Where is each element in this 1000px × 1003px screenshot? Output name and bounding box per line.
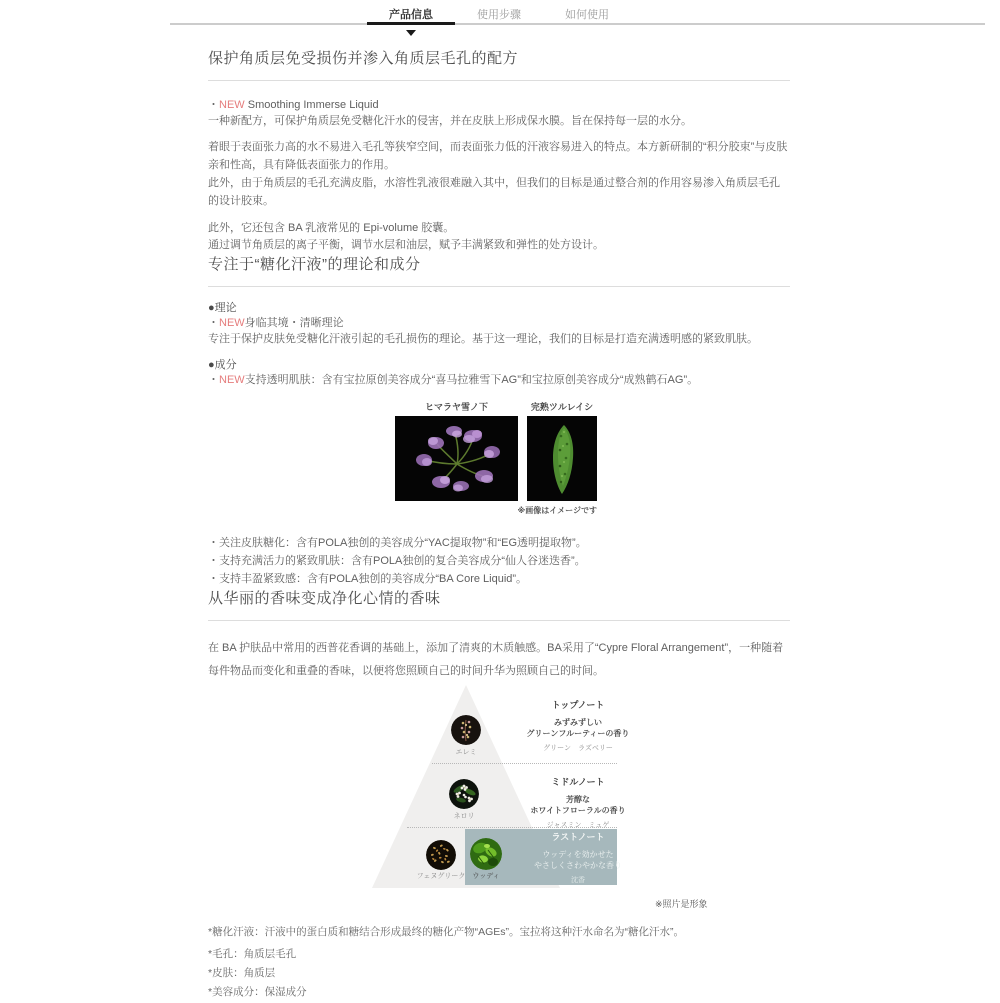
himalaya-yukinoshita-photo <box>395 416 518 501</box>
top-note-line1: みずみずしい <box>554 718 602 727</box>
last-note-materials: 沈香 <box>571 877 585 884</box>
photo-disclaimer-cn: ※照片是形象 <box>655 899 708 909</box>
last-note-line1: ウッディを効かせた <box>542 850 614 859</box>
bullet-mark: ・ <box>208 317 219 329</box>
tab-how-to-use[interactable]: 如何使用 <box>565 9 609 21</box>
photo-block-tsurureishi <box>527 402 597 501</box>
tsurureishi-photo <box>527 416 597 501</box>
formula-paragraph-2b: 此外，由于角质层的毛孔充满皮脂，水溶性乳液很难融入其中，但我们的目标是通过整合剂的作用容易渗入角质层毛孔的设计胶束。 <box>208 177 780 207</box>
footnote-3: *皮肤：角质层 <box>208 967 276 979</box>
new-tag: NEW <box>219 99 245 111</box>
elemi-label: エレミ <box>455 749 477 756</box>
new-tag: NEW <box>219 317 245 329</box>
formula-paragraph-3a: 此外，它还包含 BA 乳液常见的 Epi-volume 胶囊。 <box>208 222 455 234</box>
top-note-line2: グリーンフルーティーの香り <box>526 729 630 738</box>
new-tag: NEW <box>219 374 245 386</box>
ingredient-header: ●成分 <box>208 359 237 371</box>
ingredient-bullet-1: ・关注皮肤糖化：含有POLA独创的美容成分“YAC提取物”和“EG透明提取物”。 <box>208 537 587 549</box>
ingredient-bullet-3: ・支持丰盈紧致感：含有POLA独创的美容成分“BA Core Liquid”。 <box>208 573 528 585</box>
product-tab-bar <box>0 0 1000 42</box>
woody-label: ウッディ <box>472 873 500 880</box>
ingredient-new-text: 支持透明肌肤：含有宝拉原创美容成分“喜马拉雅雪下AG”和宝拉原创美容成分“成熟鹤石AG”。 <box>244 374 699 386</box>
neroli-photo <box>449 779 479 809</box>
tab-divider-line <box>170 23 985 25</box>
photo-label-himalaya: ヒマラヤ雪ノ下 <box>424 402 488 412</box>
section-title-theory: 专注于“糖化汗液”的理论和成分 <box>208 254 790 287</box>
active-tab-underline <box>367 22 455 25</box>
top-note-materials: グリーン ラズベリー <box>543 745 613 752</box>
photo-label-tsurureishi: 完熟ツルレイシ <box>530 402 594 412</box>
ingredient-bullet-2: ・支持充满活力的紧致肌肤：含有POLA独创的复合美容成分“仙人谷迷迭香”。 <box>208 555 586 567</box>
ingredient-new-line <box>208 372 790 388</box>
ingredient-bullets <box>208 534 790 588</box>
fenugreek-photo <box>426 840 456 870</box>
pyramid-divider-top <box>432 763 617 764</box>
photo-disclaimer-jp: ※画像はイメージです <box>517 506 597 515</box>
footnote-1: *糖化汗液：汗液中的蛋白质和糖结合形成最终的糖化产物“AGEs”。宝拉将这种汗水命名为“糖化汗水”。 <box>208 926 684 938</box>
tab-usage-steps[interactable]: 使用步骤 <box>477 9 521 21</box>
scent-body: 在 BA 护肤品中常用的西普花香调的基础上，添加了清爽的木质触感。BA采用了“Cypre Floral Arrangement”，一种随着每件物品而变化和重叠的香味，以便将您照顾自己的时间升华为照顾自己的时间。 <box>208 642 784 677</box>
botanical-photos <box>395 402 790 501</box>
section-title-scent: 从华丽的香味变成净化心情的香味 <box>208 588 790 621</box>
middle-note-line1: 芳醇な <box>566 795 590 804</box>
theory-new-text: 身临其境・清晰理论 <box>244 317 344 329</box>
section-title-formula: 保护角质层免受损伤并渗入角质层毛孔的配方 <box>208 48 790 81</box>
theory-body: 专注于保护皮肤免受糖化汗液引起的毛孔损伤的理论。基于这一理论，我们的目标是打造充满透明感的紧致肌肤。 <box>208 333 758 345</box>
footnotes <box>208 924 790 1000</box>
formula-paragraph-2 <box>208 138 790 210</box>
middle-note-title: ミドルノート <box>551 777 605 787</box>
top-note-title: トップノート <box>551 700 605 710</box>
new-item-text: Smoothing Immerse Liquid <box>244 99 379 111</box>
theory-header: ●理论 <box>208 302 237 314</box>
fenugreek-label: フェヌグリーク <box>416 873 466 880</box>
fragrance-pyramid <box>208 683 790 918</box>
elemi-photo <box>451 715 481 745</box>
footnote-4: *美容成分：保湿成分 <box>208 986 307 998</box>
formula-paragraph-2a: 着眼于表面张力高的水不易进入毛孔等狭窄空间，而表面张力低的汗液容易进入的特点。本方新研制的“积分胶束”与皮肤亲和性高，具有降低表面张力的作用。 <box>208 141 788 171</box>
formula-paragraph-1: 一种新配方，可保护角质层免受糖化汗水的侵害，并在皮肤上形成保水膜。旨在保持每一层的水分。 <box>208 115 692 127</box>
tab-product-info[interactable]: 产品信息 <box>389 9 433 21</box>
middle-note-block <box>493 777 663 831</box>
product-info-content <box>208 48 790 1003</box>
bullet-mark: ・ <box>208 99 219 111</box>
new-item-line <box>208 97 790 113</box>
top-note-block <box>493 700 663 754</box>
formula-paragraph-3b: 通过调节角质层的离子平衡，调节水层和油层，赋予丰满紧致和弹性的处方设计。 <box>208 239 604 251</box>
middle-note-line2: ホワイトフローラルの香り <box>530 806 626 815</box>
active-tab-arrow-icon <box>406 30 416 36</box>
middle-note-materials: ジャスミン ミュゲ <box>546 822 610 829</box>
bullet-mark: ・ <box>208 374 219 386</box>
neroli-label: ネロリ <box>453 813 475 820</box>
formula-paragraph-3 <box>208 220 790 254</box>
last-note-block <box>493 832 663 886</box>
last-note-title: ラストノート <box>551 832 605 842</box>
footnote-2: *毛孔：角质层毛孔 <box>208 948 297 960</box>
theory-new-line <box>208 315 790 331</box>
photo-block-himalaya <box>395 402 518 501</box>
last-note-line2: やさしくさわやかな香り <box>534 861 622 870</box>
